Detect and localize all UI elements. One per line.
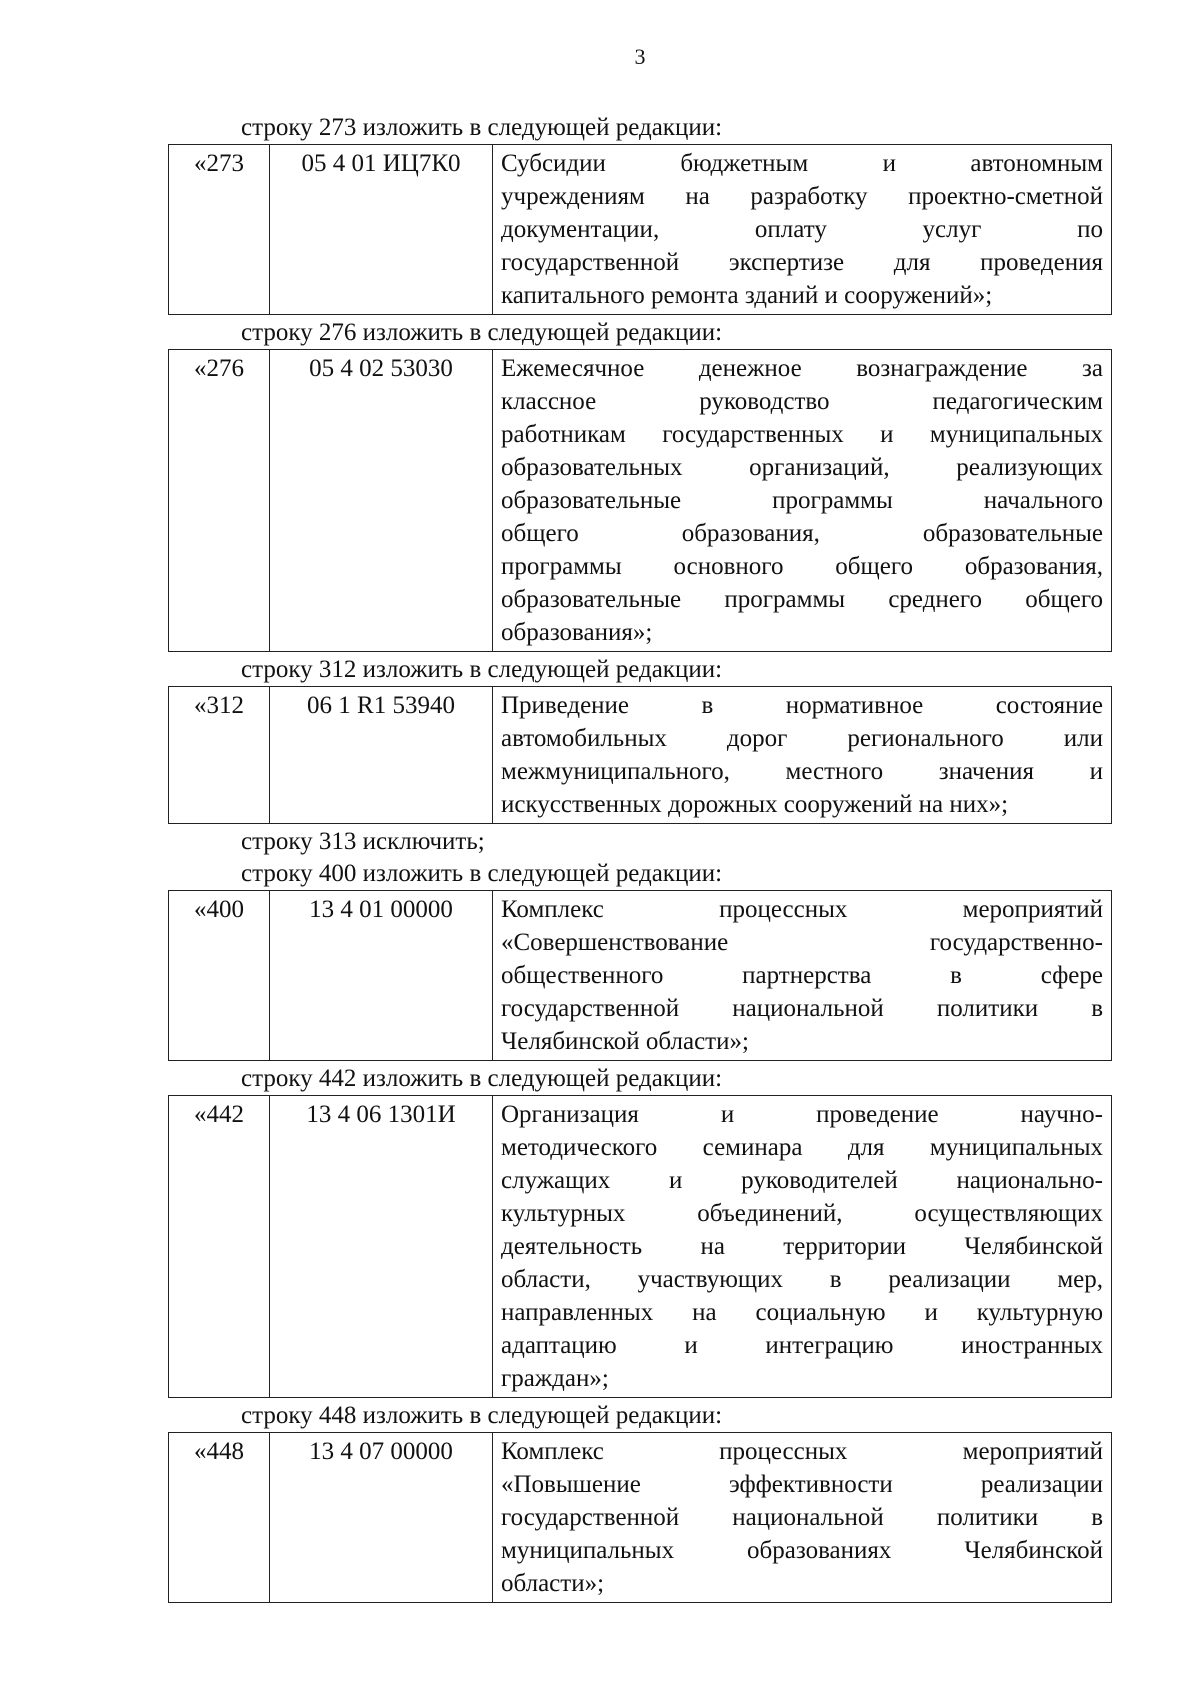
description-cell bbox=[493, 1433, 1112, 1603]
amendment-instruction: строку 273 изложить в следующей редакции: bbox=[241, 114, 723, 141]
table-row bbox=[169, 1433, 1112, 1603]
description-line: работникам государственных и муниципальных bbox=[501, 421, 1103, 448]
amendment-instruction: строку 442 изложить в следующей редакции: bbox=[241, 1065, 723, 1092]
description-line: искусственных дорожных сооружений на них»; bbox=[501, 791, 1009, 818]
description-line: направленных на социальную и культурную bbox=[501, 1299, 1103, 1326]
amendment-row-table bbox=[168, 144, 1112, 315]
description-line: Комплекс процессных мероприятий bbox=[501, 1438, 1103, 1465]
table-row bbox=[169, 687, 1112, 824]
table-row bbox=[169, 350, 1112, 652]
description-line: межмуниципального, местного значения и bbox=[501, 758, 1103, 785]
description-line: Комплекс процессных мероприятий bbox=[501, 896, 1103, 923]
table-row bbox=[169, 1096, 1112, 1398]
description-line: программы основного общего образования, bbox=[501, 553, 1103, 580]
amendment-row-table bbox=[168, 890, 1112, 1061]
row-number-cell: «448 bbox=[169, 1433, 270, 1603]
amendment-instruction: строку 448 изложить в следующей редакции: bbox=[241, 1402, 723, 1429]
row-number-cell: «312 bbox=[169, 687, 270, 824]
budget-code-cell: 13 4 01 00000 bbox=[270, 891, 493, 1061]
description-line: служащих и руководителей национально- bbox=[501, 1167, 1103, 1194]
description-line: автомобильных дорог регионального или bbox=[501, 725, 1103, 752]
budget-code-cell: 13 4 07 00000 bbox=[270, 1433, 493, 1603]
description-cell bbox=[493, 350, 1112, 652]
description-line: деятельность на территории Челябинской bbox=[501, 1233, 1103, 1260]
description-cell bbox=[493, 891, 1112, 1061]
description-line: методического семинара для муниципальных bbox=[501, 1134, 1103, 1161]
description-line: области»; bbox=[501, 1570, 605, 1597]
amendment-instruction: строку 312 изложить в следующей редакции: bbox=[241, 656, 723, 683]
amendment-instruction: строку 276 изложить в следующей редакции: bbox=[241, 319, 723, 346]
description-line: образовательные программы среднего общего bbox=[501, 586, 1103, 613]
description-line: классное руководство педагогическим bbox=[501, 388, 1103, 415]
table-row bbox=[169, 891, 1112, 1061]
description-line: «Повышение эффективности реализации bbox=[501, 1471, 1103, 1498]
description-cell bbox=[493, 1096, 1112, 1398]
description-line: Ежемесячное денежное вознаграждение за bbox=[501, 355, 1103, 382]
row-number-cell: «273 bbox=[169, 145, 270, 315]
description-line: культурных объединений, осуществляющих bbox=[501, 1200, 1103, 1227]
description-line: Приведение в нормативное состояние bbox=[501, 692, 1103, 719]
budget-code-cell: 05 4 01 ИЦ7К0 bbox=[270, 145, 493, 315]
description-line: образования»; bbox=[501, 619, 653, 646]
amendments-list bbox=[168, 112, 1112, 1605]
amendment-instruction: строку 313 исключить; bbox=[241, 828, 485, 855]
description-line: государственной экспертизе для проведения bbox=[501, 249, 1103, 276]
description-line: «Совершенствование государственно- bbox=[501, 929, 1103, 956]
description-line: граждан»; bbox=[501, 1365, 609, 1392]
description-line: области, участвующих в реализации мер, bbox=[501, 1266, 1103, 1293]
description-line: Организация и проведение научно- bbox=[501, 1101, 1103, 1128]
amendment-row-table bbox=[168, 686, 1112, 824]
description-line: Челябинской области»; bbox=[501, 1028, 749, 1055]
table-row bbox=[169, 145, 1112, 315]
row-number-cell: «400 bbox=[169, 891, 270, 1061]
page-number: 3 bbox=[634, 44, 646, 69]
description-line: общественного партнерства в сфере bbox=[501, 962, 1103, 989]
amendment-instruction: строку 400 изложить в следующей редакции: bbox=[241, 860, 723, 887]
description-line: капитального ремонта зданий и сооружений»; bbox=[501, 282, 993, 309]
description-line: образовательных организаций, реализующих bbox=[501, 454, 1103, 481]
amendment-row-table bbox=[168, 1095, 1112, 1398]
description-line: документации, оплату услуг по bbox=[501, 216, 1103, 243]
budget-code-cell: 05 4 02 53030 bbox=[270, 350, 493, 652]
description-line: общего образования, образовательные bbox=[501, 520, 1103, 547]
description-line: государственной национальной политики в bbox=[501, 1504, 1103, 1531]
amendment-row-table bbox=[168, 1432, 1112, 1603]
description-line: образовательные программы начального bbox=[501, 487, 1103, 514]
budget-code-cell: 06 1 R1 53940 bbox=[270, 687, 493, 824]
description-line: муниципальных образованиях Челябинской bbox=[501, 1537, 1103, 1564]
row-number-cell: «276 bbox=[169, 350, 270, 652]
description-line: государственной национальной политики в bbox=[501, 995, 1103, 1022]
description-cell bbox=[493, 145, 1112, 315]
description-line: Субсидии бюджетным и автономным bbox=[501, 150, 1103, 177]
budget-code-cell: 13 4 06 1301И bbox=[270, 1096, 493, 1398]
amendment-row-table bbox=[168, 349, 1112, 652]
description-line: адаптацию и интеграцию иностранных bbox=[501, 1332, 1103, 1359]
row-number-cell: «442 bbox=[169, 1096, 270, 1398]
description-cell bbox=[493, 687, 1112, 824]
description-line: учреждениям на разработку проектно-сметной bbox=[501, 183, 1103, 210]
